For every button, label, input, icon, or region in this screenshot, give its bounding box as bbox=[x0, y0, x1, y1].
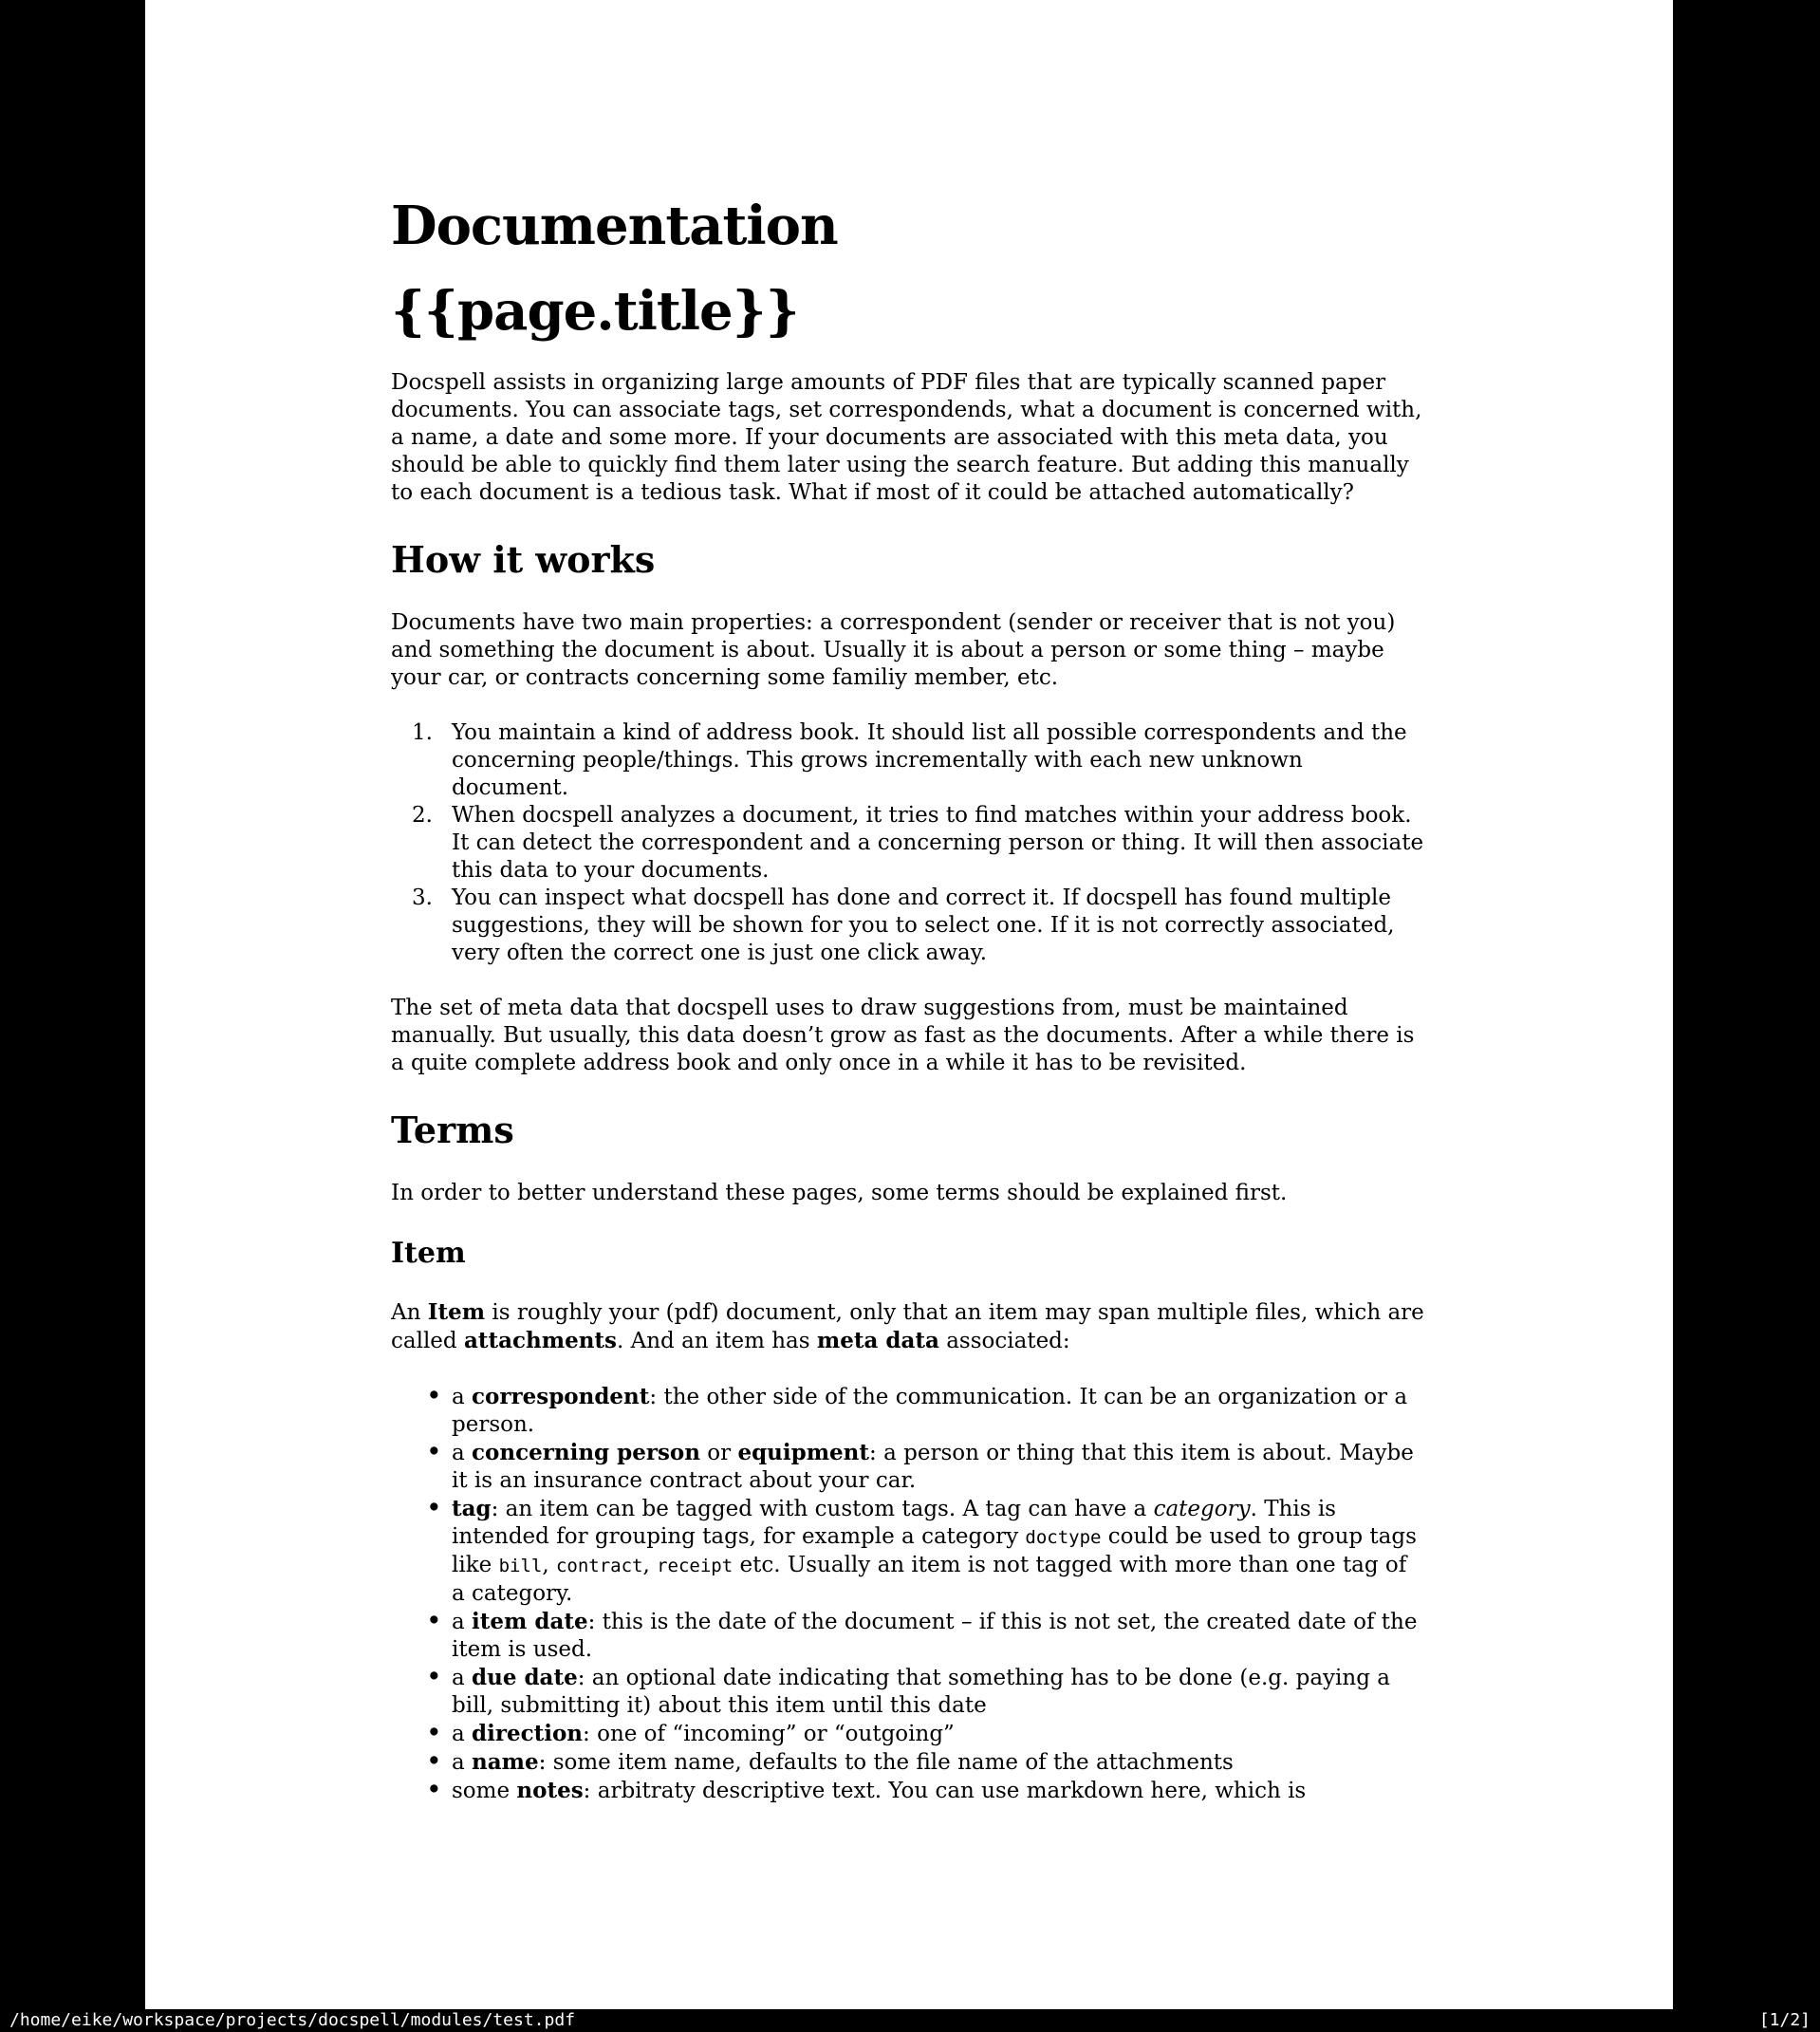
meta-bullet: • a name: some item name, defaults to the file name of the attachments bbox=[391, 1748, 1425, 1777]
terms-intro: In order to better understand these pages, some terms should be explained first. bbox=[391, 1181, 1288, 1205]
step-item: You can inspect what docspell has done and correct it. If docspell has found multiple suggestions, they will be shown for you to select one. If it is not correctly associated, very often the correct one is just one click away. bbox=[452, 886, 1395, 965]
statusbar bbox=[0, 2009, 1820, 2032]
meta-bullet: • a due date: an optional date indicating that something has to be done (e.g. paying a bill, submitting it) about this item until this date bbox=[391, 1664, 1425, 1720]
statusbar-file-path: /home/eike/workspace/projects/docspell/modules/test.pdf bbox=[9, 2010, 576, 2030]
step-item: You maintain a kind of address book. It should list all possible correspondents and the concerning people/things. This grows incrementally with each new unknown document. bbox=[452, 720, 1407, 800]
item-meta-list bbox=[391, 1383, 1425, 1805]
intro-paragraph: Docspell assists in organizing large amounts of PDF files that are typically scanned paper documents. You can associate tags, set correspondends, what a document is concerned with, a name, a date and some more. If your documents are associated with this meta data, you should be able to quickly find them later using the search feature. But adding this manually to each document is a tedious task. What if most of it could be attached automatically? bbox=[391, 370, 1422, 505]
meta-bullet: • a concerning person or equipment: a person or thing that this item is about. Maybe it is an insurance contract about your car. bbox=[391, 1439, 1425, 1495]
meta-bullet: • a correspondent: the other side of the communication. It can be an organization or a person. bbox=[391, 1383, 1425, 1439]
how-it-works-paragraph: Documents have two main properties: a correspondent (sender or receiver that is not you) and something the document is about. Usually it is about a person or some thing – maybe your car, or contracts concerning some familiy member, etc. bbox=[391, 610, 1396, 690]
document-content bbox=[391, 0, 1425, 1805]
heading-terms: Terms bbox=[391, 1109, 514, 1151]
meta-bullet: • some notes: arbitraty descriptive text. You can use markdown here, which is bbox=[391, 1777, 1425, 1805]
doc-title: Documentation bbox=[391, 195, 838, 257]
how-it-works-closing: The set of meta data that docspell uses to draw suggestions from, must be maintained manually. But usually, this data doesn’t grow as fast as the documents. After a while there is a quite complete address book and only once in a while it has to be revisited. bbox=[391, 996, 1415, 1075]
meta-bullet: • a direction: one of “incoming” or “outgoing” bbox=[391, 1720, 1425, 1748]
step-item: When docspell analyzes a document, it tries to find matches within your address book. It can detect the correspondent and a concerning person or thing. It will then associate this data to your documents. bbox=[452, 803, 1424, 883]
item-intro: An Item is roughly your (pdf) document, only that an item may span multiple files, which are called attachments. And an item has meta data associated: bbox=[391, 1299, 1424, 1353]
pdf-page bbox=[145, 0, 1673, 2009]
doc-subtitle: {{page.title}} bbox=[391, 280, 799, 343]
how-it-works-steps bbox=[391, 719, 1425, 967]
heading-how-it-works: How it works bbox=[391, 538, 656, 581]
heading-item: Item bbox=[391, 1237, 466, 1270]
meta-bullet: • a item date: this is the date of the document – if this is not set, the created date of the item is used. bbox=[391, 1608, 1425, 1664]
meta-bullet: • tag: an item can be tagged with custom tags. A tag can have a category. This is intended for grouping tags, for example a category doctype could be used to group tags like bill, contract, receipt etc. Usually an item is not tagged with more than one tag of a category. bbox=[391, 1495, 1425, 1608]
statusbar-page-indicator: [1/2] bbox=[1758, 2010, 1811, 2030]
